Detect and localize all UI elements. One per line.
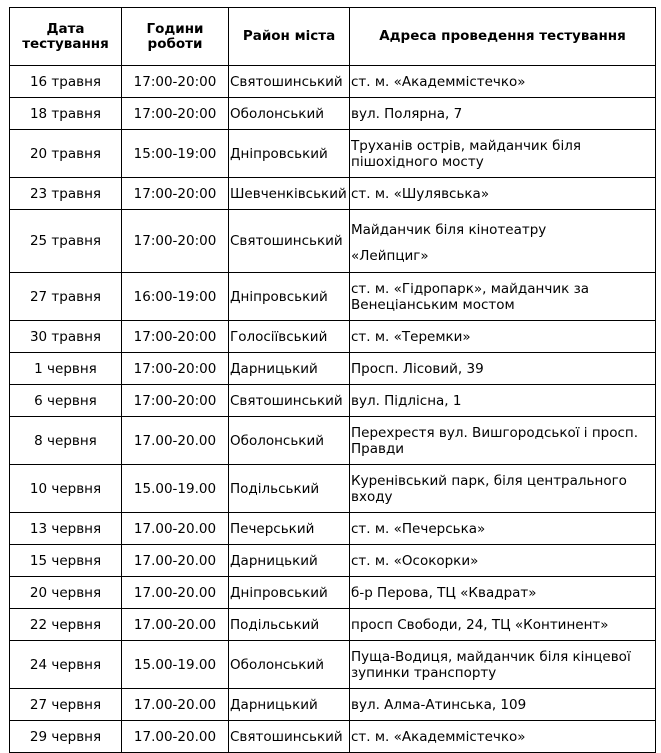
- cell-date: 20 червня: [10, 577, 122, 609]
- table-row: [10, 321, 656, 353]
- table-row: [10, 465, 656, 513]
- cell-district: Дніпровський: [229, 577, 350, 609]
- cell-date: 13 червня: [10, 513, 122, 545]
- cell-district: Подільський: [229, 609, 350, 641]
- cell-date: 6 червня: [10, 385, 122, 417]
- cell-date: 27 травня: [10, 273, 122, 321]
- cell-hours: 17.00-20.00: [122, 609, 229, 641]
- cell-date: 24 червня: [10, 641, 122, 689]
- cell-hours: 17.00-20.00: [122, 513, 229, 545]
- cell-date: 25 травня: [10, 210, 122, 273]
- cell-hours: 15.00-19.00: [122, 465, 229, 513]
- table-row: [10, 273, 656, 321]
- cell-address: ст. м. «Теремки»: [350, 321, 656, 353]
- cell-date: 29 червня: [10, 721, 122, 753]
- cell-district: Святошинський: [229, 385, 350, 417]
- cell-district: Голосіївський: [229, 321, 350, 353]
- cell-address: ст. м. «Осокорки»: [350, 545, 656, 577]
- cell-address: Просп. Лісовий, 39: [350, 353, 656, 385]
- cell-district: Печерський: [229, 513, 350, 545]
- cell-address: Куренівський парк, біля центрального входу: [350, 465, 656, 513]
- cell-address: вул. Полярна, 7: [350, 98, 656, 130]
- cell-date: 10 червня: [10, 465, 122, 513]
- table-row: [10, 178, 656, 210]
- cell-address: вул. Алма-Атинська, 109: [350, 689, 656, 721]
- cell-date: 30 травня: [10, 321, 122, 353]
- cell-date: 23 травня: [10, 178, 122, 210]
- cell-address: ст. м. «Академмістечко»: [350, 66, 656, 98]
- cell-district: Подільський: [229, 465, 350, 513]
- table-row: [10, 417, 656, 465]
- cell-date: 22 червня: [10, 609, 122, 641]
- cell-address-line2: «Лейпциг»: [351, 248, 429, 264]
- cell-address: б-р Перова, ТЦ «Квадрат»: [350, 577, 656, 609]
- cell-address: [350, 210, 656, 273]
- cell-hours: 17.00-20.00: [122, 577, 229, 609]
- cell-hours: 15.00-19.00: [122, 641, 229, 689]
- table-row: [10, 721, 656, 753]
- cell-hours: 17:00-20:00: [122, 210, 229, 273]
- table-row: [10, 353, 656, 385]
- cell-hours: 17.00-20.00: [122, 417, 229, 465]
- cell-district: Оболонський: [229, 417, 350, 465]
- cell-hours: 17.00-20.00: [122, 545, 229, 577]
- table-row: [10, 513, 656, 545]
- table-row: [10, 210, 656, 273]
- cell-district: Дарницький: [229, 353, 350, 385]
- table-row: [10, 385, 656, 417]
- cell-address: Перехрестя вул. Вишгородської і просп. Правди: [350, 417, 656, 465]
- table-header-row: [10, 8, 656, 66]
- table-row: [10, 130, 656, 178]
- cell-date: 15 червня: [10, 545, 122, 577]
- cell-address: ст. м. «Академмістечко»: [350, 721, 656, 753]
- cell-date: 8 червня: [10, 417, 122, 465]
- header-district: Район міста: [229, 8, 350, 66]
- cell-district: Шевченківський: [229, 178, 350, 210]
- table-row: [10, 66, 656, 98]
- cell-district: Оболонський: [229, 641, 350, 689]
- cell-date: 27 червня: [10, 689, 122, 721]
- cell-hours: 17.00-20.00: [122, 721, 229, 753]
- table-row: [10, 641, 656, 689]
- cell-address: вул. Підлісна, 1: [350, 385, 656, 417]
- header-hours: Години роботи: [122, 8, 229, 66]
- header-address: Адреса проведення тестування: [350, 8, 656, 66]
- cell-district: Дарницький: [229, 689, 350, 721]
- cell-date: 16 травня: [10, 66, 122, 98]
- cell-district: Дніпровський: [229, 273, 350, 321]
- cell-hours: 17:00-20:00: [122, 321, 229, 353]
- table-row: [10, 609, 656, 641]
- cell-hours: 17:00-20:00: [122, 385, 229, 417]
- cell-address: Пуща-Водиця, майданчик біля кінцевої зупинки транспорту: [350, 641, 656, 689]
- cell-hours: 16:00-19:00: [122, 273, 229, 321]
- cell-address: ст. м. «Шулявська»: [350, 178, 656, 210]
- table-row: [10, 545, 656, 577]
- table-row: [10, 689, 656, 721]
- cell-hours: 15:00-19:00: [122, 130, 229, 178]
- cell-hours: 17:00-20:00: [122, 98, 229, 130]
- cell-address-line1: Майданчик біля кінотеатру: [351, 222, 547, 238]
- cell-hours: 17:00-20:00: [122, 66, 229, 98]
- table-row: [10, 577, 656, 609]
- cell-district: Дарницький: [229, 545, 350, 577]
- table-row: [10, 98, 656, 130]
- cell-address: ст. м. «Печерська»: [350, 513, 656, 545]
- testing-schedule-table: [9, 7, 656, 753]
- cell-address: ст. м. «Гідропарк», майданчик за Венеціанським мостом: [350, 273, 656, 321]
- cell-address: Труханів острів, майданчик біля пішохідного мосту: [350, 130, 656, 178]
- cell-hours: 17.00-20.00: [122, 689, 229, 721]
- cell-date: 20 травня: [10, 130, 122, 178]
- header-date: Дата тестування: [10, 8, 122, 66]
- cell-address: просп Свободи, 24, ТЦ «Континент»: [350, 609, 656, 641]
- cell-district: Святошинський: [229, 66, 350, 98]
- cell-hours: 17:00-20:00: [122, 353, 229, 385]
- cell-date: 18 травня: [10, 98, 122, 130]
- cell-hours: 17:00-20:00: [122, 178, 229, 210]
- cell-district: Оболонський: [229, 98, 350, 130]
- cell-district: Святошинський: [229, 210, 350, 273]
- cell-district: Святошинський: [229, 721, 350, 753]
- cell-district: Дніпровський: [229, 130, 350, 178]
- cell-date: 1 червня: [10, 353, 122, 385]
